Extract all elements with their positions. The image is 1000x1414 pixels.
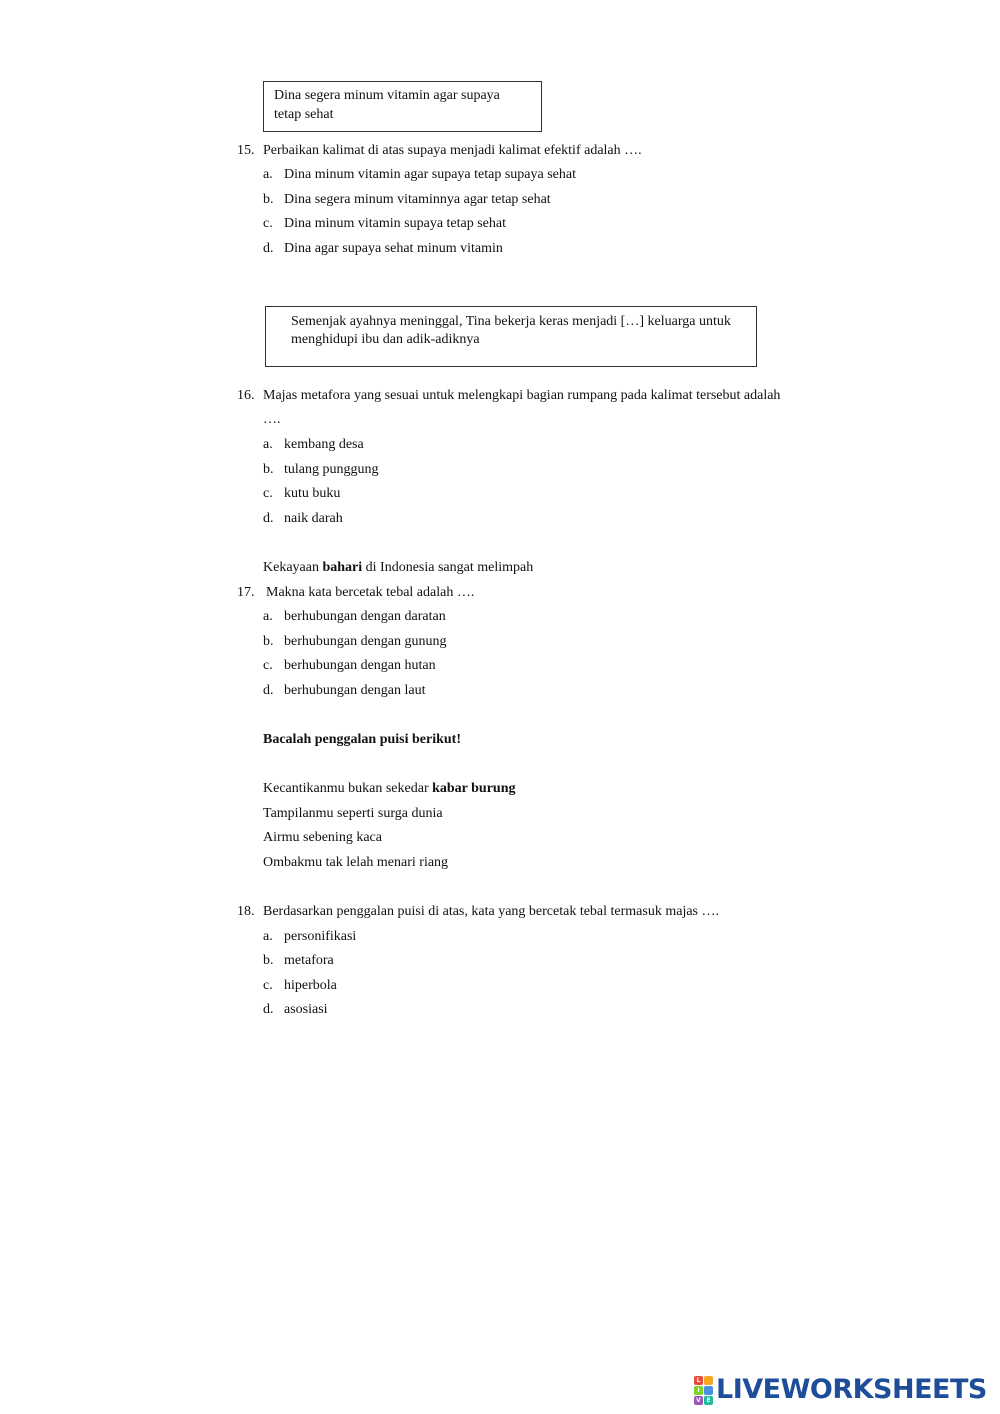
q16-question: Majas metafora yang sesuai untuk melengkapi bagian rumpang pada kalimat tersebut adalah: [263, 388, 781, 403]
q17-question: Makna kata bercetak tebal adalah ….: [266, 585, 475, 600]
q18-option-c[interactable]: hiperbola: [284, 978, 337, 993]
liveworksheets-logo: [694, 1376, 987, 1404]
q15-option-d[interactable]: Dina agar supaya sehat minum vitamin: [284, 241, 503, 256]
logo-tile-5: V: [694, 1396, 703, 1405]
q16-option-d[interactable]: naik darah: [284, 511, 343, 526]
q16-number: 16.: [237, 388, 255, 403]
logo-tile-4: [704, 1386, 713, 1395]
q15-option-b[interactable]: Dina segera minum vitaminnya agar tetap sehat: [284, 192, 551, 207]
q18-option-a-letter[interactable]: a.: [263, 929, 273, 944]
q15-option-c-letter[interactable]: c.: [263, 216, 273, 231]
q17-option-d-letter[interactable]: d.: [263, 683, 274, 698]
poem-line-3: Airmu sebening kaca: [263, 830, 382, 845]
q16-sentence-box: [265, 306, 757, 367]
q16-option-c-letter[interactable]: c.: [263, 486, 273, 501]
q17-option-c-letter[interactable]: c.: [263, 658, 273, 673]
q16-option-d-letter[interactable]: d.: [263, 511, 274, 526]
q18-option-a[interactable]: personifikasi: [284, 929, 357, 944]
q18-option-b[interactable]: metafora: [284, 953, 334, 968]
logo-tile-6: E: [704, 1396, 713, 1405]
q16-option-b-letter[interactable]: b.: [263, 462, 274, 477]
liveworksheets-logo-text: LIVEWORKSHEETS: [716, 1374, 987, 1405]
poem-line-1: [263, 779, 516, 798]
q17-context-post: di Indonesia sangat melimpah: [362, 560, 534, 575]
q17-context-pre: Kekayaan: [263, 560, 323, 575]
q15-question: Perbaikan kalimat di atas supaya menjadi kalimat efektif adalah ….: [263, 143, 642, 158]
poem-line-2: Tampilanmu seperti surga dunia: [263, 806, 443, 821]
q16-option-b[interactable]: tulang punggung: [284, 462, 379, 477]
poem-line-1-pre: Kecantikanmu bukan sekedar: [263, 781, 433, 796]
q18-option-d-letter[interactable]: d.: [263, 1002, 274, 1017]
q18-question: Berdasarkan penggalan puisi di atas, kata yang bercetak tebal termasuk majas ….: [263, 904, 719, 919]
q15-number: 15.: [237, 143, 255, 158]
q17-context-bold-word: bahari: [322, 560, 363, 575]
q15-box-line-1: Dina segera minum vitamin agar supaya: [274, 88, 500, 103]
q16-question-continuation: ….: [263, 412, 281, 427]
q17-option-c[interactable]: berhubungan dengan hutan: [284, 658, 436, 673]
liveworksheets-logo-icon: [694, 1376, 713, 1405]
q15-option-a-letter[interactable]: a.: [263, 167, 273, 182]
poem-instruction: Bacalah penggalan puisi berikut!: [263, 732, 461, 747]
q17-option-a-letter[interactable]: a.: [263, 609, 273, 624]
q17-option-d[interactable]: berhubungan dengan laut: [284, 683, 426, 698]
q15-box-line-2: tetap sehat: [274, 107, 334, 122]
logo-tile-2: [704, 1376, 713, 1385]
q15-option-b-letter[interactable]: b.: [263, 192, 274, 207]
q17-option-b[interactable]: berhubungan dengan gunung: [284, 634, 447, 649]
poem-line-4: Ombakmu tak lelah menari riang: [263, 855, 449, 870]
q15-option-a[interactable]: Dina minum vitamin agar supaya tetap supaya sehat: [284, 167, 576, 182]
q16-option-a-letter[interactable]: a.: [263, 437, 273, 452]
q17-option-a[interactable]: berhubungan dengan daratan: [284, 609, 446, 624]
q17-option-b-letter[interactable]: b.: [263, 634, 274, 649]
q17-number: 17.: [237, 585, 255, 600]
q15-option-d-letter[interactable]: d.: [263, 241, 274, 256]
q18-option-c-letter[interactable]: c.: [263, 978, 273, 993]
logo-tile-1: L: [694, 1376, 703, 1385]
logo-tile-3: I: [694, 1386, 703, 1395]
poem-line-1-bold: kabar burung: [432, 781, 516, 796]
q16-box-line-1: Semenjak ayahnya meninggal, Tina bekerja keras menjadi […] keluarga untuk: [291, 314, 731, 329]
q18-number: 18.: [237, 904, 255, 919]
q16-box-line-2: menghidupi ibu dan adik-adiknya: [291, 332, 480, 347]
q16-option-c[interactable]: kutu buku: [284, 486, 341, 501]
q16-option-a[interactable]: kembang desa: [284, 437, 364, 452]
q18-option-b-letter[interactable]: b.: [263, 953, 274, 968]
q15-sentence-box: [263, 81, 542, 132]
q15-option-c[interactable]: Dina minum vitamin supaya tetap sehat: [284, 216, 507, 231]
q18-option-d[interactable]: asosiasi: [284, 1002, 328, 1017]
q17-context-sentence: [263, 558, 533, 577]
